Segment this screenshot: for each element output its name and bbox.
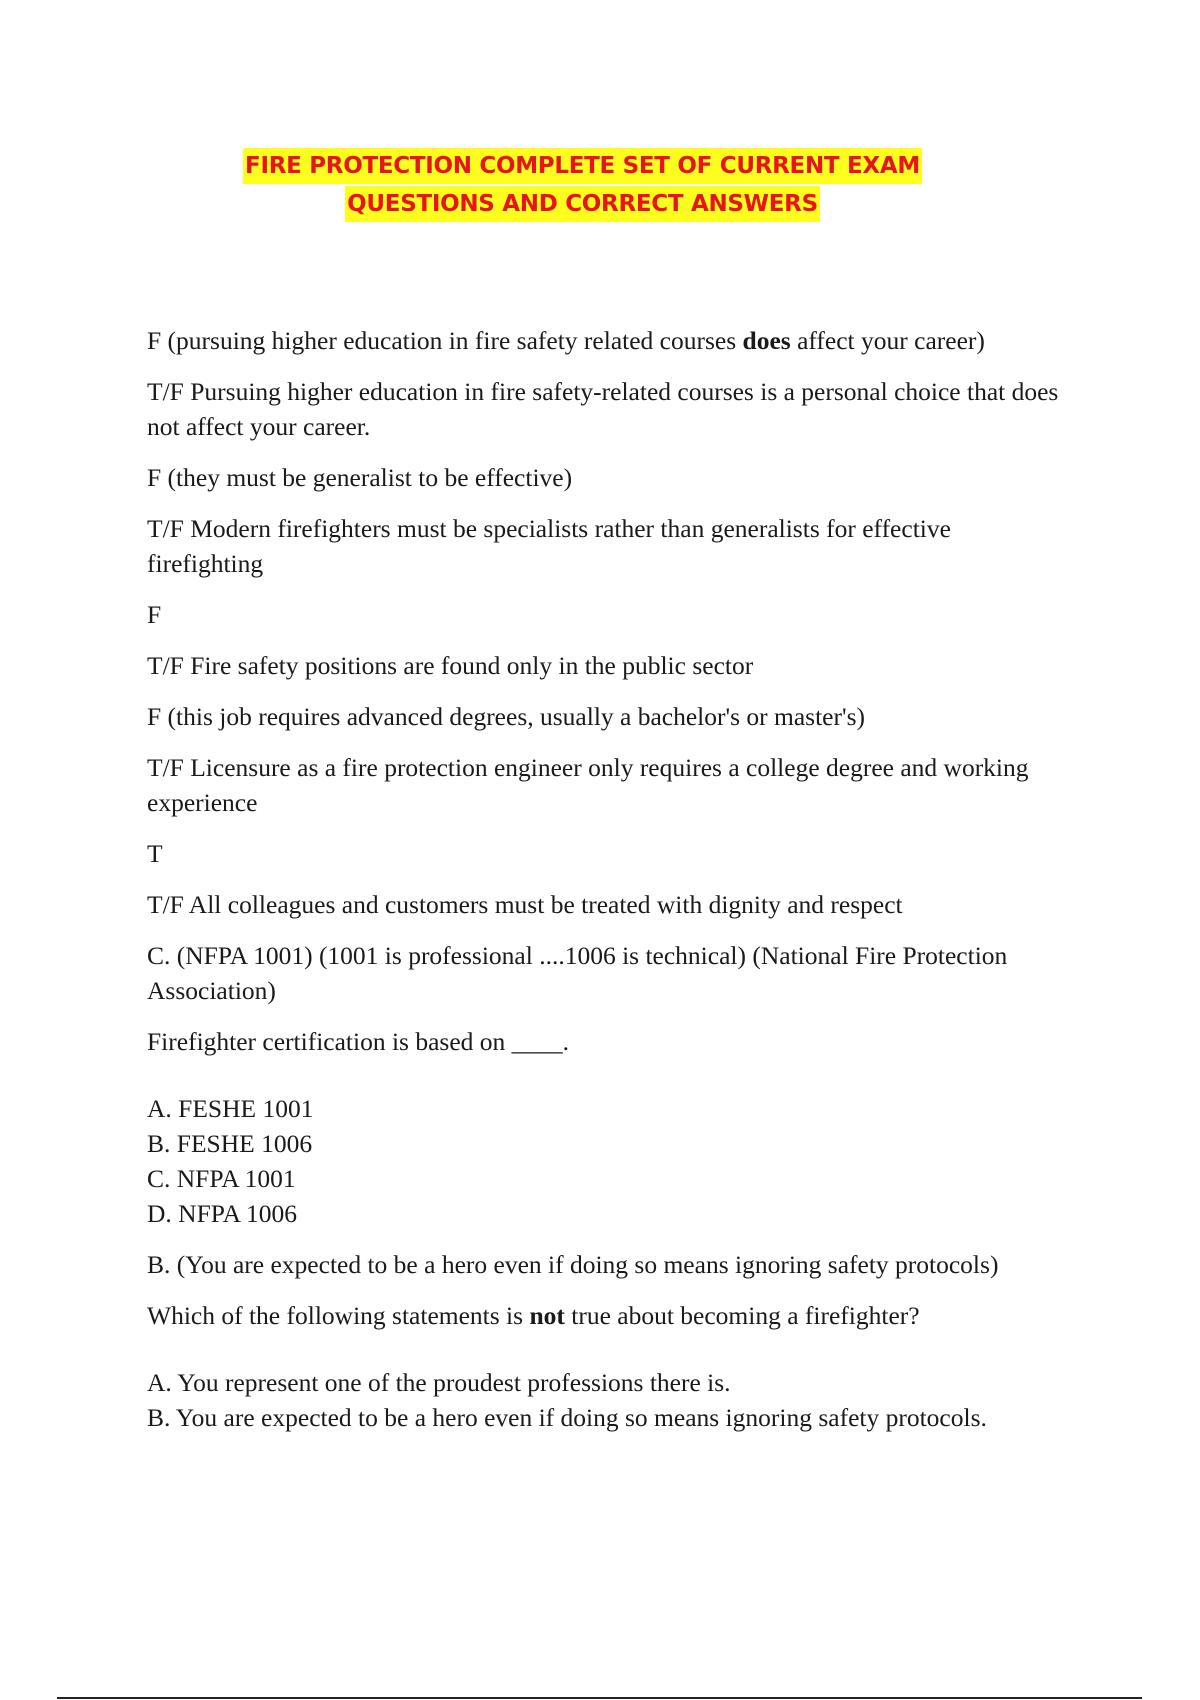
question-text: true about becoming a firefighter? <box>564 1301 920 1330</box>
option-item: A. You represent one of the proudest professions there is. <box>147 1368 731 1397</box>
answer-paragraph: F <box>147 600 162 629</box>
option-item: C. NFPA 1001 <box>147 1164 296 1193</box>
option-item: B. You are expected to be a hero even if doing so means ignoring safety protocols. <box>147 1403 987 1432</box>
answer-paragraph: C. (NFPA 1001) (1001 is professional ....1006 is technical) (National Fire Protection Association) <box>147 941 1008 1005</box>
answer-paragraph <box>147 323 1067 358</box>
answer-paragraph: F (they must be generalist to be effective) <box>147 463 573 492</box>
option-item: B. FESHE 1006 <box>147 1129 313 1158</box>
page-bottom-rule <box>57 1697 1142 1699</box>
emphasis-text: does <box>742 326 791 355</box>
title-line-2: QUESTIONS AND CORRECT ANSWERS <box>345 186 820 222</box>
question-paragraph: T/F Fire safety positions are found only in the public sector <box>147 651 754 680</box>
question-paragraph: T/F Pursuing higher education in fire safety-related courses is a personal choice that does not affect your career. <box>147 377 1059 441</box>
question-paragraph <box>147 1298 1067 1333</box>
answer-text: F (pursuing higher education in fire safety related courses <box>147 326 743 355</box>
answer-paragraph: B. (You are expected to be a hero even if doing so means ignoring safety protocols) <box>147 1250 999 1279</box>
document-title <box>0 147 1165 223</box>
option-item: D. NFPA 1006 <box>147 1199 297 1228</box>
question-paragraph: T/F All colleagues and customers must be treated with dignity and respect <box>147 890 903 919</box>
answer-text: affect your career) <box>790 326 985 355</box>
question-text: Which of the following statements is <box>147 1301 530 1330</box>
answer-paragraph: F (this job requires advanced degrees, usually a bachelor's or master's) <box>147 702 865 731</box>
emphasis-text: not <box>529 1301 565 1330</box>
answer-paragraph: T <box>147 839 163 868</box>
title-line-1: FIRE PROTECTION COMPLETE SET OF CURRENT EXAM <box>243 148 922 184</box>
question-paragraph: T/F Licensure as a fire protection engineer only requires a college degree and working experience <box>147 753 1029 817</box>
question-paragraph: Firefighter certification is based on ____. <box>147 1027 570 1056</box>
option-item: A. FESHE 1001 <box>147 1094 314 1123</box>
question-paragraph: T/F Modern firefighters must be specialists rather than generalists for effective firefighting <box>147 514 951 578</box>
document-body <box>147 323 1067 1451</box>
options-list <box>147 1365 1067 1435</box>
options-list <box>147 1091 1067 1231</box>
